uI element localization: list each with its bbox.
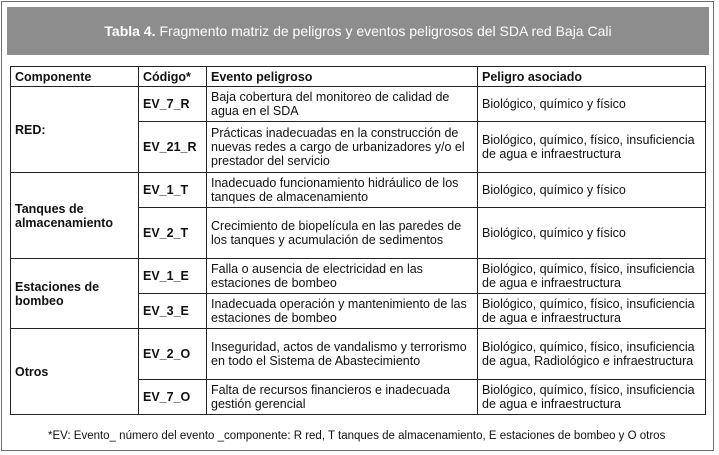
table-caption-label: Tabla 4. xyxy=(104,23,156,39)
table-caption-text: Fragmento matriz de peligros y eventos peligrosos del SDA red Baja Cali xyxy=(159,23,612,39)
hazard-cell: Biológico, químico y físico xyxy=(478,208,706,259)
event-cell: Baja cobertura del monitoreo de calidad de agua en el SDA xyxy=(207,87,478,122)
table-row xyxy=(11,259,706,294)
header-row xyxy=(11,67,706,87)
table-row xyxy=(11,329,706,380)
component-cell: Tanques de almacenamiento xyxy=(11,173,139,259)
code-cell: EV_3_E xyxy=(139,294,207,329)
event-cell: Inadecuado funcionamiento hidráulico de los tanques de almacenamiento xyxy=(207,173,478,208)
header-code: Código* xyxy=(139,67,207,87)
table-row xyxy=(11,173,706,208)
event-cell: Inadecuada operación y mantenimiento de las estaciones de bombeo xyxy=(207,294,478,329)
code-cell: EV_1_T xyxy=(139,173,207,208)
header-hazard: Peligro asociado xyxy=(478,67,706,87)
event-cell: Falta de recursos financieros e inadecuada gestión gerencial xyxy=(207,380,478,415)
table-footnote: *EV: Evento_ número del evento _componente: R red, T tanques de almacenamiento, E estaciones de bombeo y O otros xyxy=(48,430,666,442)
code-cell: EV_7_O xyxy=(139,380,207,415)
event-cell: Prácticas inadecuadas en la construcción de nuevas redes a cargo de urbanizadores y/o el prestador del servicio xyxy=(207,122,478,173)
hazard-cell: Biológico, químico, físico, insuficiencia de agua e infraestructura xyxy=(478,122,706,173)
hazard-cell: Biológico, químico, físico, insuficiencia de agua e infraestructura xyxy=(478,380,706,415)
hazard-cell: Biológico, químico, físico, insuficiencia de agua e infraestructura xyxy=(478,259,706,294)
code-cell: EV_2_T xyxy=(139,208,207,259)
hazard-cell: Biológico, químico y físico xyxy=(478,87,706,122)
hazard-cell: Biológico, químico, físico, insuficiencia de agua, Radiológico e infraestructura xyxy=(478,329,706,380)
component-cell: Otros xyxy=(11,329,139,415)
hazard-cell: Biológico, químico, físico, insuficiencia de agua e infraestructura xyxy=(478,294,706,329)
component-cell: RED: xyxy=(11,87,139,173)
hazard-cell: Biológico, químico y físico xyxy=(478,173,706,208)
hazard-matrix-table xyxy=(10,66,706,415)
code-cell: EV_21_R xyxy=(139,122,207,173)
component-cell: Estaciones de bombeo xyxy=(11,259,139,329)
code-cell: EV_2_O xyxy=(139,329,207,380)
table-caption xyxy=(7,7,709,55)
event-cell: Inseguridad, actos de vandalismo y terrorismo en todo el Sistema de Abastecimiento xyxy=(207,329,478,380)
code-cell: EV_7_R xyxy=(139,87,207,122)
table-row xyxy=(11,87,706,122)
event-cell: Falla o ausencia de electricidad en las estaciones de bombeo xyxy=(207,259,478,294)
event-cell: Crecimiento de biopelícula en las paredes de los tanques y acumulación de sedimentos xyxy=(207,208,478,259)
code-cell: EV_1_E xyxy=(139,259,207,294)
header-component: Componente xyxy=(11,67,139,87)
header-event: Evento peligroso xyxy=(207,67,478,87)
